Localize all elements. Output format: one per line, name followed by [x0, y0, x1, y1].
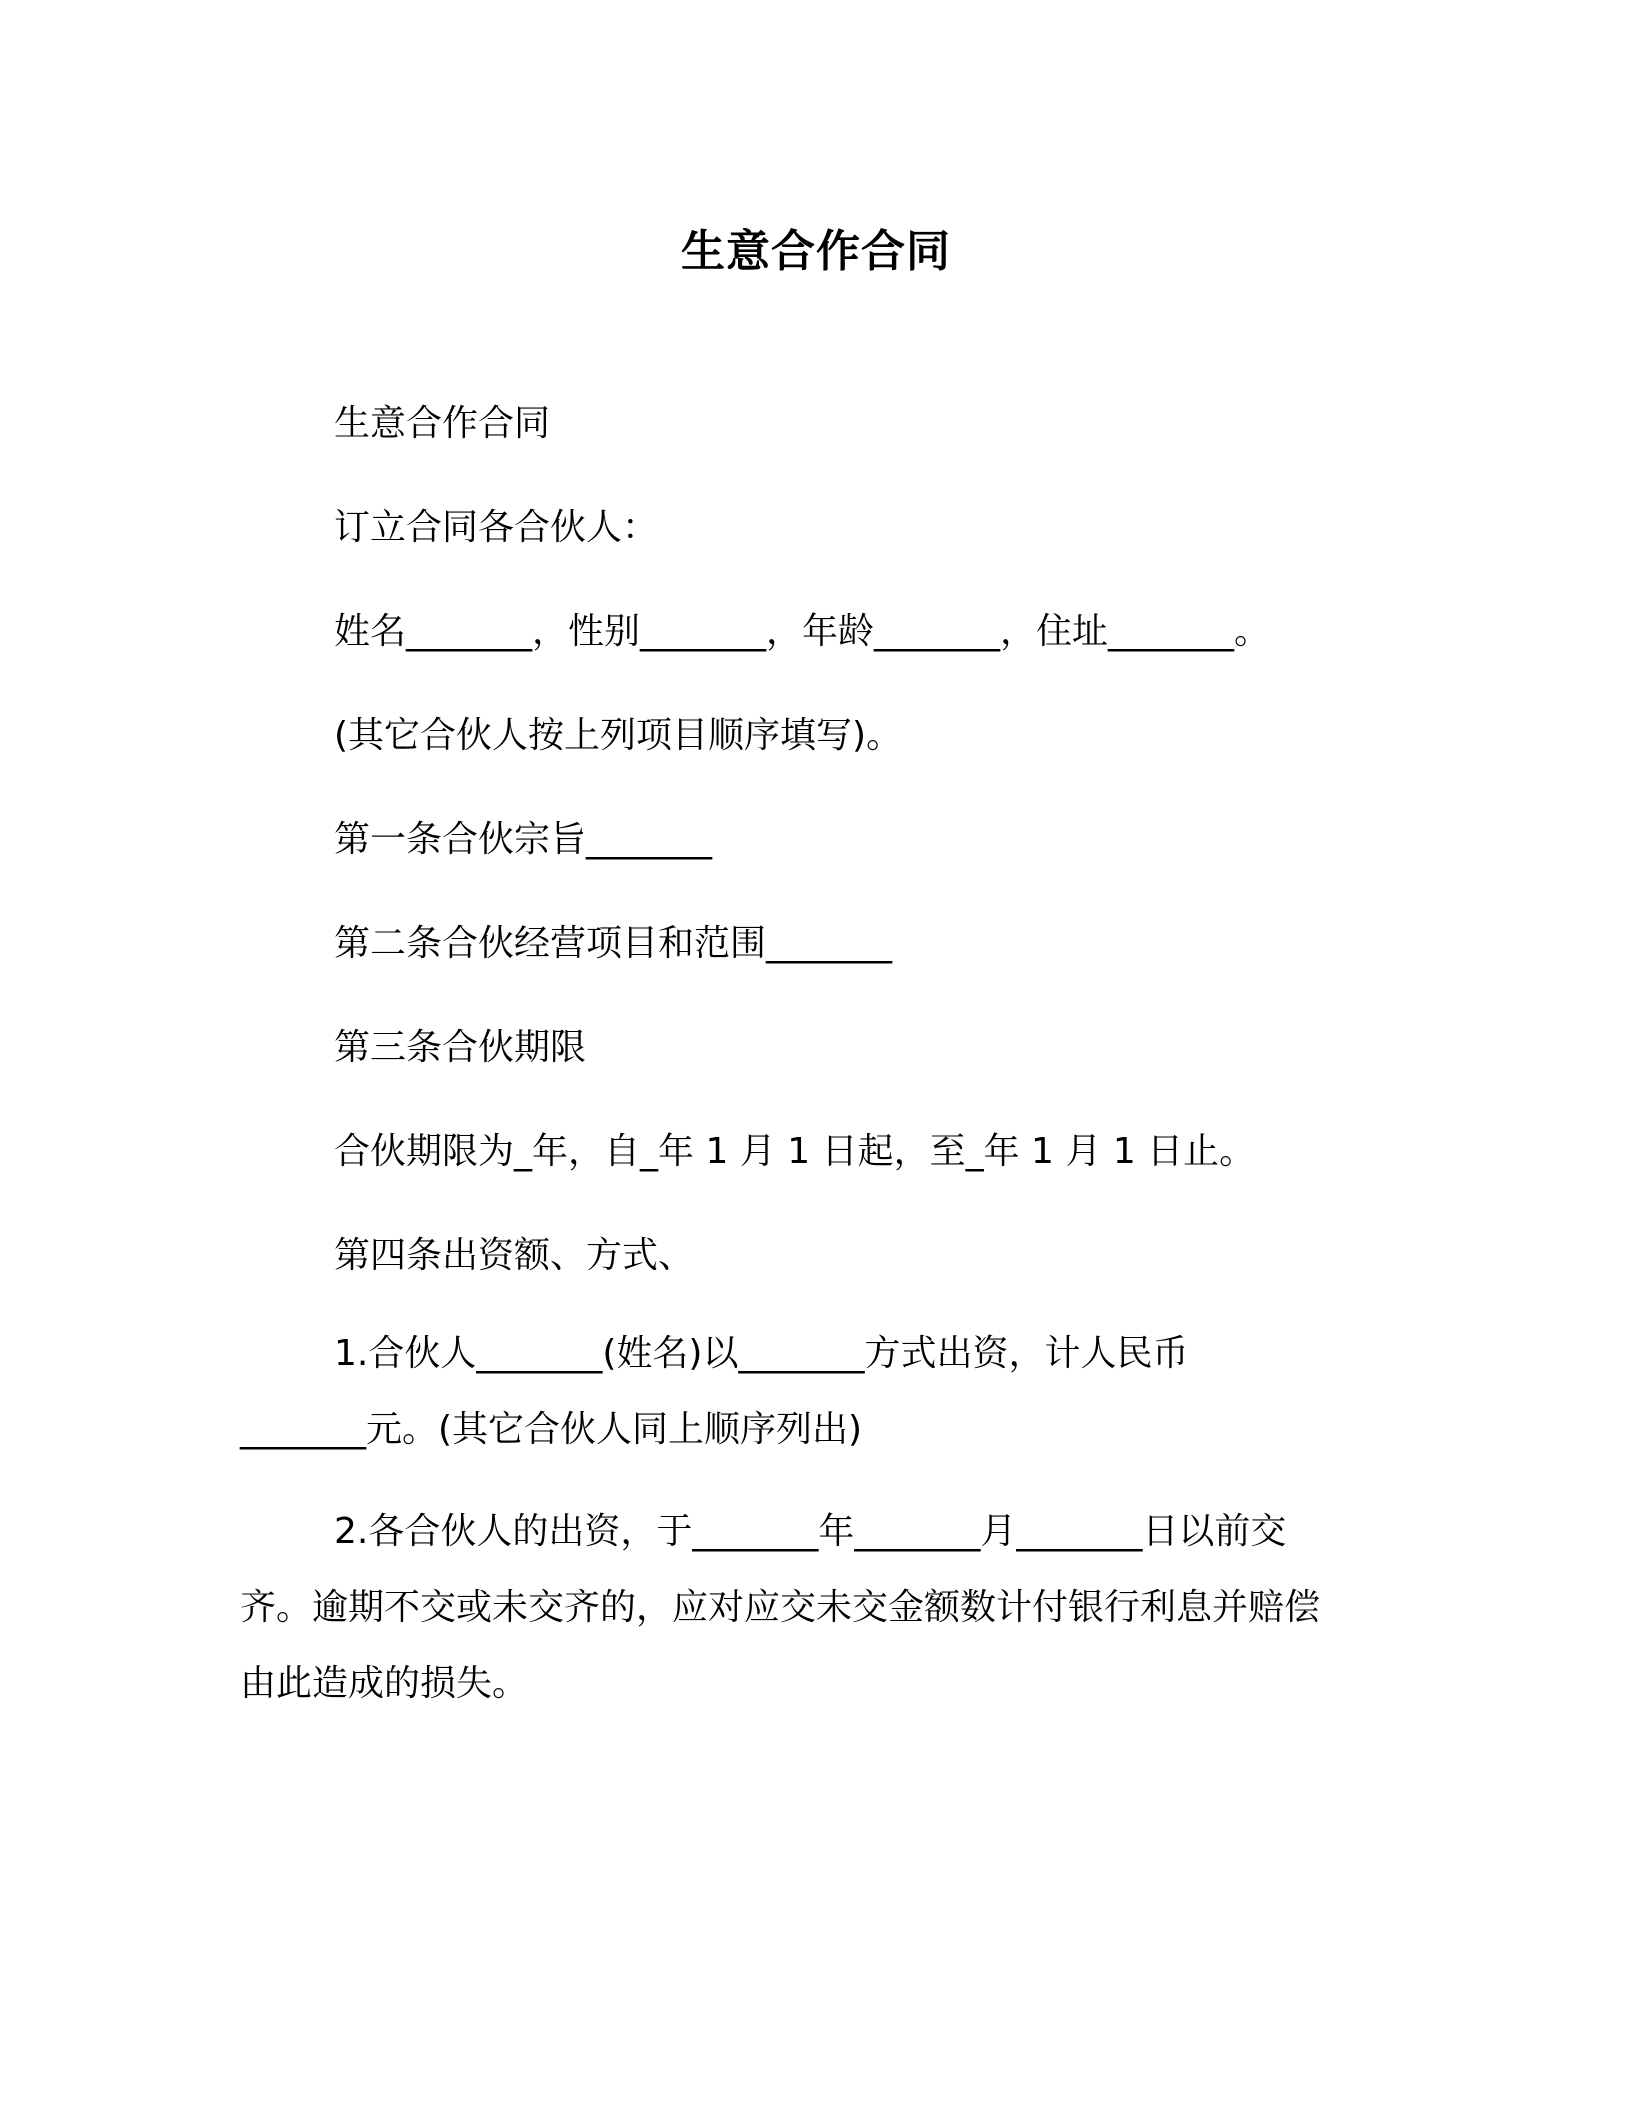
paragraph-article-3: 第三条合伙期限 — [334, 1027, 587, 1068]
paragraph-article-2: 第二条合伙经营项目和范围_______ — [334, 923, 893, 964]
paragraph-party-info: 姓名_______，性别_______，年龄_______，住址_______。 — [334, 611, 1271, 652]
paragraph-heading: 生意合作合同 — [334, 403, 551, 444]
paragraph-article-4: 第四条出资额、方式、 — [334, 1235, 695, 1276]
clause-2-line-2: 齐。逾期不交或未交齐的，应对应交未交金额数计付银行利息并赔偿 — [240, 1587, 1321, 1628]
clause-2-line-1: 2.各合伙人的出资，于_______年_______月_______日以前交 — [334, 1511, 1287, 1552]
clause-2-line-3: 由此造成的损失。 — [240, 1663, 529, 1704]
paragraph-parties: 订立合同各合伙人： — [334, 507, 659, 548]
clause-1-line-2: _______元。(其它合伙人同上顺序列出) — [240, 1409, 863, 1450]
paragraph-other-parties: (其它合伙人按上列项目顺序填写)。 — [334, 715, 903, 756]
paragraph-term: 合伙期限为_年，自_年 1 月 1 日起，至_年 1 月 1 日止。 — [334, 1131, 1256, 1172]
paragraph-article-1: 第一条合伙宗旨_______ — [334, 819, 713, 860]
document-title: 生意合作合同 — [681, 226, 951, 277]
clause-1-line-1: 1.合伙人_______(姓名)以_______方式出资，计人民币 — [334, 1333, 1189, 1374]
